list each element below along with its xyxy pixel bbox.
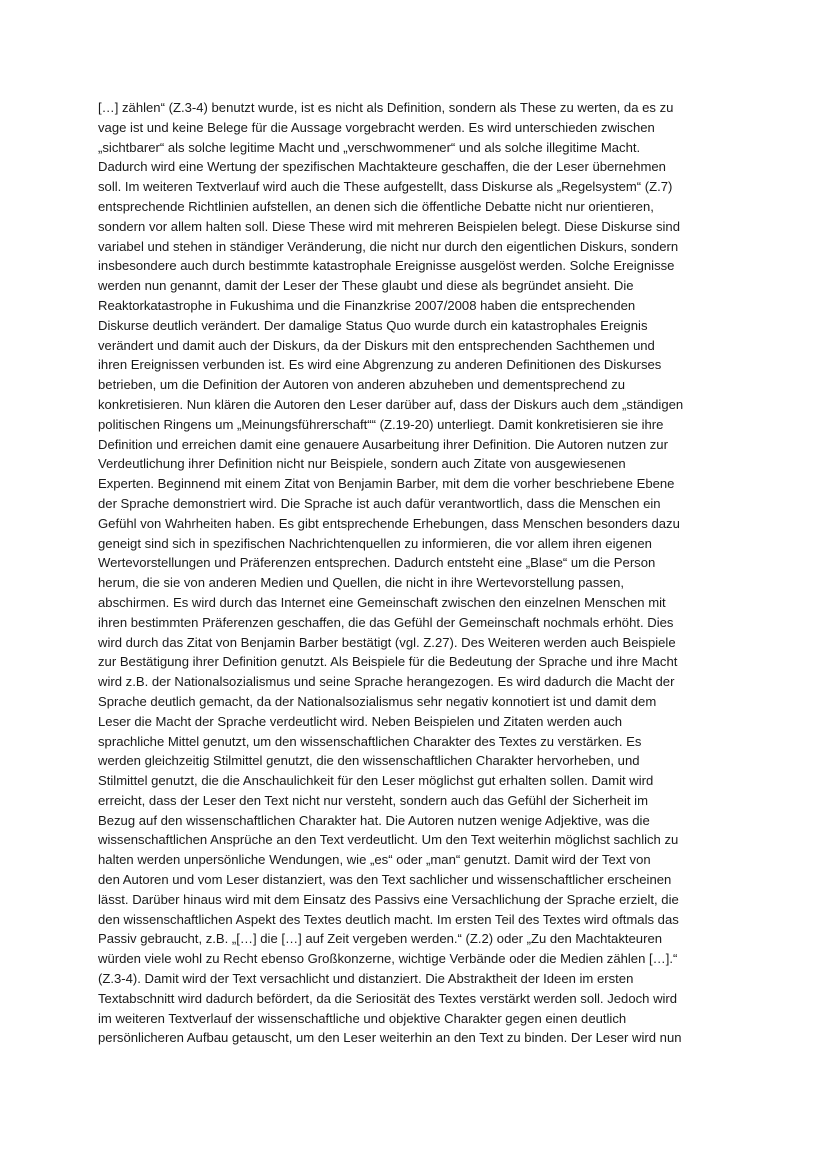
text-line: ihren bestimmten Präferenzen geschaffen, die das Gefühl der Gemeinschaft nochmals erhöht. Dies: [98, 614, 674, 630]
text-line: abschirmen. Es wird durch das Internet eine Gemeinschaft zwischen den einzelnen Menschen mit: [98, 594, 666, 610]
text-line: lässt. Darüber hinaus wird mit dem Einsatz des Passivs eine Versachlichung der Sprache erzielt, die: [98, 891, 679, 907]
text-line: verändert und damit auch der Diskurs, da der Diskurs mit den entsprechenden Sachthemen und: [98, 337, 655, 353]
text-line: Diskurse deutlich verändert. Der damalige Status Quo wurde durch ein katastrophales Ereignis: [98, 317, 648, 333]
text-line: ihren Ereignissen verbunden ist. Es wird eine Abgrenzung zu anderen Definitionen des Diskurses: [98, 357, 662, 373]
text-line: Definition und erreichen damit eine genauere Ausarbeitung ihrer Definition. Die Autoren nutzen zur: [98, 436, 668, 452]
text-line: entsprechende Richtlinien aufstellen, an denen sich die öffentliche Debatte nicht nur orientieren,: [98, 198, 654, 214]
text-line: erreicht, dass der Leser den Text nicht nur versteht, sondern auch das Gefühl der Sicherheit im: [98, 792, 648, 808]
text-line: zur Bestätigung ihrer Definition genutzt. Als Beispiele für die Bedeutung der Sprache und ihre Macht: [98, 654, 678, 670]
text-line: Stilmittel genutzt, die die Anschaulichkeit für den Leser möglichst gut erhalten sollen. Damit wird: [98, 773, 654, 789]
text-line: sprachliche Mittel genutzt, um den wissenschaftlichen Charakter des Textes zu verstärken. Es: [98, 733, 642, 749]
text-line: Verdeutlichung ihrer Definition nicht nur Beispiele, sondern auch Zitate von ausgewiesenen: [98, 456, 626, 472]
text-line: Bezug auf den wissenschaftlichen Charakter hat. Die Autoren nutzen wenige Adjektive, was die: [98, 812, 650, 828]
text-line: (Z.3-4). Damit wird der Text versachlicht und distanziert. Die Abstraktheit der Ideen im ersten: [98, 971, 634, 987]
text-line: betrieben, um die Definition der Autoren von anderen abzuheben und dementsprechend zu: [98, 377, 626, 393]
text-line: […] zählen“ (Z.3-4) benutzt wurde, ist es nicht als Definition, sondern als These zu werten, da es zu: [98, 100, 674, 115]
text-line: der Sprache demonstriert wird. Die Sprache ist auch dafür verantwortlich, dass die Menschen ein: [98, 495, 661, 511]
text-line: sondern vor allem halten soll. Diese These wird mit mehreren Beispielen belegt. Diese Diskurse sind: [98, 218, 680, 234]
text-line: persönlicheren Aufbau getauscht, um den Leser weiterhin an den Text zu binden. Der Leser wird nun: [98, 1030, 682, 1046]
text-line: Leser die Macht der Sprache verdeutlicht wird. Neben Beispielen und Zitaten werden auch: [98, 713, 623, 729]
text-line: wissenschaftlichen Ansprüche an den Text verdeutlicht. Um den Text weiterhin möglichst sachlich zu: [98, 832, 679, 848]
text-line: soll. Im weiteren Textverlauf wird auch die These aufgestellt, dass Diskurse als „Regelsystem“ (Z.7): [98, 179, 673, 195]
body-text: [98, 98, 738, 1048]
text-line: Textabschnitt wird dadurch befördert, da die Seriosität des Textes verstärkt werden soll. Jedoch wird: [98, 990, 678, 1006]
text-line: variabel und stehen in ständiger Veränderung, die nicht nur durch den eigentlichen Diskurs, sondern: [98, 238, 679, 254]
text-line: den Autoren und vom Leser distanziert, was den Text sachlicher und wissenschaftlicher erscheinen: [98, 872, 672, 888]
text-line: halten werden unpersönliche Wendungen, wie „es“ oder „man“ genutzt. Damit wird der Text von: [98, 852, 651, 868]
text-line: würden viele wohl zu Recht ebenso Großkonzerne, wichtige Verbände oder die Medien zählen […].“: [98, 951, 678, 967]
text-line: werden gleichzeitig Stilmittel genutzt, die den wissenschaftlichen Charakter hervorheben, und: [98, 753, 640, 769]
text-line: geneigt sind sich in spezifischen Nachrichtenquellen zu informieren, die vor allem ihren eigenen: [98, 535, 652, 551]
text-line: im weiteren Textverlauf der wissenschaftliche und objektive Charakter gegen einen deutlich: [98, 1010, 627, 1026]
text-line: Reaktorkatastrophe in Fukushima und die Finanzkrise 2007/2008 haben die entsprechenden: [98, 297, 636, 313]
text-line: werden nun genannt, damit der Leser der These glaubt und diese als begründet ansieht. Die: [98, 278, 634, 294]
text-line: vage ist und keine Belege für die Aussage vorgebracht werden. Es wird unterschieden zwischen: [98, 119, 655, 135]
text-line: „sichtbarer“ als solche legitime Macht und „verschwommener“ und als solche illegitime Macht.: [98, 139, 641, 155]
text-line: Passiv gebraucht, z.B. „[…] die […] auf Zeit vergeben werden.“ (Z.2) oder „Zu den Machtakteuren: [98, 931, 663, 947]
text-line: insbesondere auch durch bestimmte katastrophale Ereignisse ausgelöst werden. Solche Ereignisse: [98, 258, 675, 274]
text-line: wird durch das Zitat von Benjamin Barber bestätigt (vgl. Z.27). Des Weiteren werden auch Beispiele: [98, 634, 676, 650]
text-line: herum, die sie von anderen Medien und Quellen, die nicht in ihre Wertevorstellung passen,: [98, 575, 625, 591]
text-line: wird z.B. der Nationalsozialismus und seine Sprache herangezogen. Es wird dadurch die Macht der: [98, 674, 675, 690]
text-line: Wertevorstellungen und Präferenzen entsprechen. Dadurch entsteht eine „Blase“ um die Person: [98, 555, 656, 571]
text-line: politischen Ringens um „Meinungsführerschaft““ (Z.19-20) unterliegt. Damit konkretisieren sie ihre: [98, 416, 664, 432]
text-line: den wissenschaftlichen Aspekt des Textes deutlich macht. Im ersten Teil des Textes wird oftmals das: [98, 911, 679, 927]
text-line: Gefühl von Wahrheiten haben. Es gibt entsprechende Erhebungen, dass Menschen besonders dazu: [98, 515, 680, 531]
text-line: Experten. Beginnend mit einem Zitat von Benjamin Barber, mit dem die vorher beschriebene Ebene: [98, 476, 675, 492]
text-line: Dadurch wird eine Wertung der spezifischen Machtakteure geschaffen, die der Leser übernehmen: [98, 159, 666, 175]
text-line: konkretisieren. Nun klären die Autoren den Leser darüber auf, dass der Diskurs auch dem „ständigen: [98, 396, 684, 412]
text-line: Sprache deutlich gemacht, da der Nationalsozialismus sehr negativ konnotiert ist und damit dem: [98, 693, 657, 709]
